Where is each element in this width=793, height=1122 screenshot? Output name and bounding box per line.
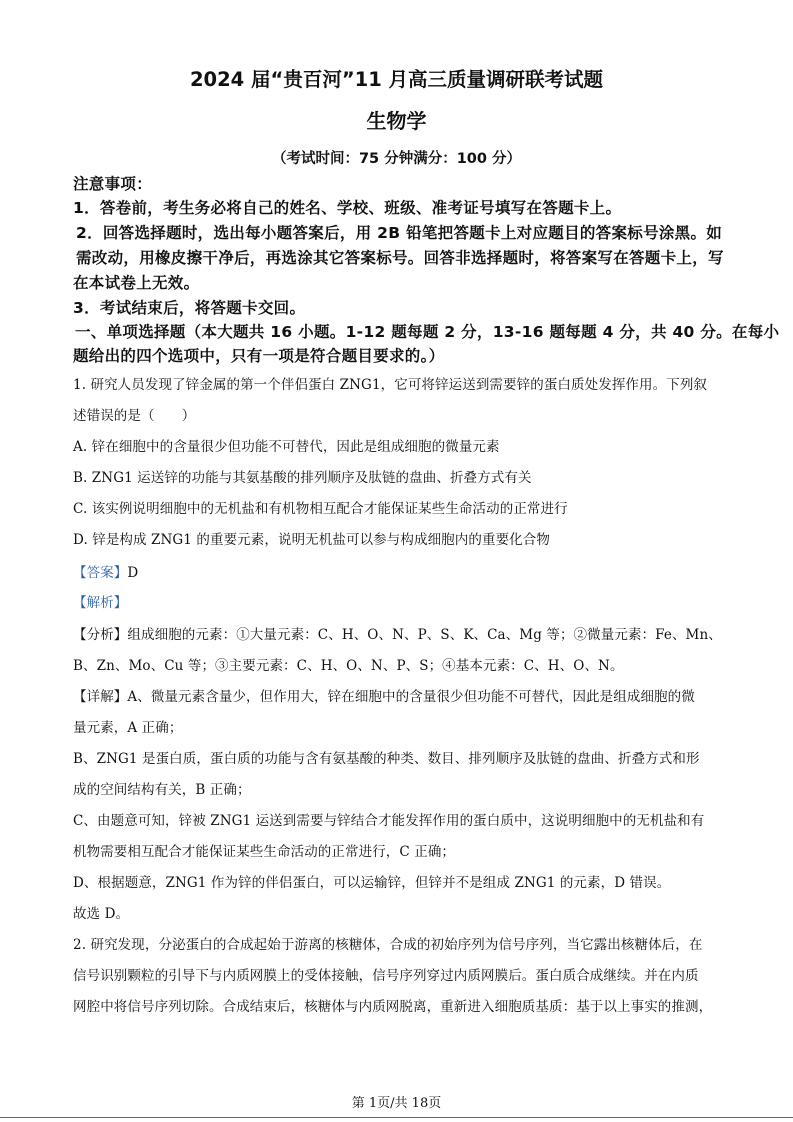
fenxi-tag: 【分析】 — [73, 627, 128, 643]
page-number: 第 1页/共 18页 — [351, 1096, 442, 1111]
notice-item-3: 3．考试结束后，将答题卡交回。 — [73, 299, 306, 317]
q1-answer — [73, 561, 138, 581]
q1-option-a: A. 锌在细胞中的含量很少但功能不可替代，因此是组成细胞的微量元素 — [73, 439, 500, 455]
notice-item-2-line-3: 在本试卷上无效。 — [73, 274, 200, 292]
q1-detail-a-line-2: 量元素，A 正确； — [73, 720, 183, 736]
q1-option-d: D. 锌是构成 ZNG1 的重要元素，说明无机盐可以参与构成细胞内的重要化合物 — [73, 532, 550, 548]
q2-stem-line-3: 网腔中将信号序列切除。合成结束后，核糖体与内质网脱离，重新进入细胞质基质：基于以上事实的推测， — [73, 999, 713, 1015]
answer-value: D — [127, 565, 139, 581]
q1-conclusion: 故选 D。 — [73, 906, 130, 922]
notice-heading: 注意事项： — [73, 175, 153, 193]
q2-stem-line-2: 信号识别颗粒的引导下与内质网膜上的受体接触，信号序列穿过内质网膜后。蛋白质合成继续。并在内质 — [73, 968, 699, 984]
notice-item-2-line-2: 需改动，用橡皮擦干净后，再选涂其它答案标号。回答非选择题时，将答案写在答题卡上，写 — [76, 249, 724, 267]
q1-detail-d: D、根据题意，ZNG1 作为锌的伴侣蛋白，可以运输锌，但锌并不是组成 ZNG1 的元素，D 错误。 — [73, 875, 671, 891]
detail-a-text: A、微量元素含量少，但作用大，锌在细胞中的含量很少但功能不可替代，因此是组成细胞的微 — [127, 689, 695, 705]
q1-fenxi-line-2: B、Zn、Mo、Cu 等；③主要元素：C、H、O、N、P、S；④基本元素：C、H、O、N。 — [73, 658, 624, 674]
q1-detail-b-line-2: 成的空间结构有关，B 正确； — [73, 782, 251, 798]
q1-detail-c-line-1: C、由题意可知，锌被 ZNG1 运送到需要与锌结合才能发挥作用的蛋白质中，这说明细胞中的无机盐和有 — [73, 813, 705, 829]
q1-detail-c-line-2: 机物需要相互配合才能保证某些生命活动的正常进行，C 正确； — [73, 844, 456, 860]
q1-stem-line-2: 述错误的是（ ） — [73, 408, 196, 424]
q1-stem-line-1: 1. 研究人员发现了锌金属的第一个伴侣蛋白 ZNG1，它可将锌运送到需要锌的蛋白质处发挥作用。下列叙 — [73, 377, 708, 393]
fenxi-text: 组成细胞的元素：①大量元素：C、H、O、N、P、S、K、Ca、Mg 等；②微量元素：Fe、Mn、 — [127, 627, 722, 643]
q1-detail-a-line-1 — [73, 685, 695, 705]
exam-info: （考试时间：75 分钟满分：100 分） — [271, 151, 522, 167]
q1-option-b: B. ZNG1 运送锌的功能与其氨基酸的排列顺序及肽链的盘曲、折叠方式有关 — [73, 470, 532, 486]
section-1-heading-line-1: 一、单项选择题（本大题共 16 小题。1-12 题每题 2 分，13-16 题每题 4 分，共 40 分。在每小 — [75, 323, 780, 341]
q1-detail-b-line-1: B、ZNG1 是蛋白质，蛋白质的功能与含有氨基酸的种类、数目、排列顺序及肽链的盘曲、折叠方式和形 — [73, 751, 700, 767]
q1-fenxi-line-1 — [73, 623, 722, 643]
analysis-tag: 【解析】 — [73, 595, 128, 611]
exam-title: 2024 届“贵百河”11 月高三质量调研联考试题 — [189, 68, 604, 91]
subject-title: 生物学 — [366, 109, 427, 133]
page-bottom-rule — [0, 1117, 793, 1118]
notice-item-1: 1．答卷前，考生务必将自己的姓名、学校、班级、准考证号填写在答题卡上。 — [73, 199, 622, 217]
detail-tag: 【详解】 — [73, 689, 128, 705]
notice-item-2-line-1: 2．回答选择题时，选出每小题答案后，用 2B 铅笔把答题卡上对应题目的答案标号涂黑。如 — [76, 224, 723, 242]
q1-option-c: C. 该实例说明细胞中的无机盐和有机物相互配合才能保证某些生命活动的正常进行 — [73, 501, 568, 517]
answer-tag: 【答案】 — [73, 565, 128, 581]
section-1-heading-line-2: 题给出的四个选项中，只有一项是符合题目要求的。） — [73, 347, 445, 365]
q2-stem-line-1: 2. 研究发现，分泌蛋白的合成起始于游离的核糖体，合成的初始序列为信号序列，当它露出核糖体后，在 — [73, 937, 703, 953]
